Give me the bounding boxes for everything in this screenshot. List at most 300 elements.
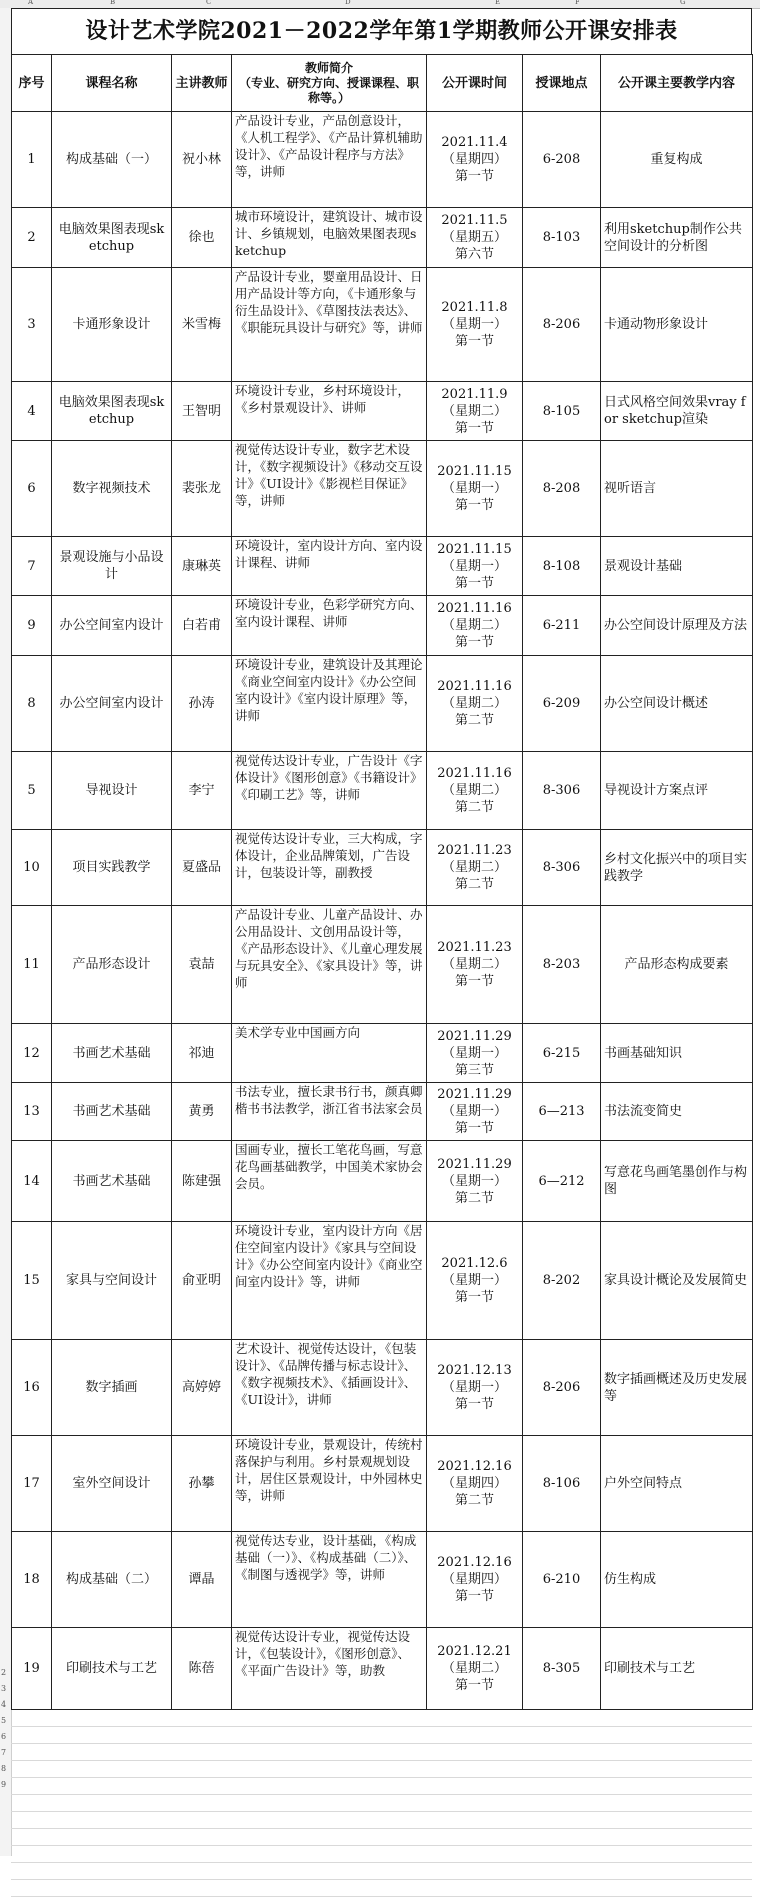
class-time-cell[interactable] [427, 1222, 523, 1340]
teacher-cell[interactable] [172, 830, 232, 906]
location-text: 8-305 [542, 1661, 581, 1676]
table-row [12, 1532, 753, 1628]
teacher-text: 孙攀 [188, 1476, 215, 1491]
course-name-cell[interactable] [52, 441, 172, 537]
class-time-text: 第二节 [454, 713, 494, 728]
teaching-content-text: 产品形态构成要素 [624, 957, 729, 972]
class-time-text: 2021.11.29 [437, 1156, 512, 1172]
teacher-cell[interactable] [172, 906, 232, 1024]
location-cell[interactable] [523, 1222, 601, 1340]
teaching-content-text: 户外空间特点 [604, 1476, 683, 1491]
class-time-text: （星期一） [441, 1273, 507, 1288]
teaching-content-cell[interactable] [601, 1340, 753, 1436]
teacher-cell[interactable] [172, 1436, 232, 1532]
teacher-intro-cell[interactable] [232, 1340, 427, 1436]
class-time-text: 第一节 [454, 1589, 494, 1604]
teacher-cell[interactable] [172, 208, 232, 268]
row-number-cell[interactable] [12, 1024, 52, 1083]
teacher-intro-text: 产品设计专业，婴童用品设计、日用产品设计等方向，《卡通形象与衍生品设计》、《草图技法表达》、《职能玩具设计与研究》等，讲师 [235, 269, 423, 335]
table-row [12, 1436, 753, 1532]
row-number-text: 5 [27, 783, 36, 798]
column-letter[interactable]: G [680, 0, 686, 6]
teacher-intro-text: 环境设计，室内设计方向、室内设计课程、讲师 [235, 538, 423, 570]
class-time-text: 2021.11.5 [441, 213, 508, 228]
teacher-text: 白若甫 [181, 618, 221, 633]
location-text: 8-106 [542, 1476, 581, 1491]
row-number-cell[interactable] [12, 382, 52, 441]
row-number-text: 16 [23, 1380, 40, 1395]
teaching-content-text: 书画基础知识 [604, 1045, 683, 1061]
teacher-intro-text: 环境设计专业，色彩学研究方向、室内设计课程、讲师 [235, 597, 423, 629]
class-time-text: 2021.12.13 [437, 1363, 512, 1378]
class-time-cell[interactable] [427, 1141, 523, 1222]
course-name-text: 导视设计 [85, 783, 138, 798]
location-text: 6-209 [542, 696, 581, 711]
teaching-content-cell[interactable] [601, 1628, 753, 1710]
teaching-content-text: 办公空间设计原理及方法 [604, 618, 748, 633]
row-number-text: 18 [23, 1572, 40, 1587]
course-name-text: 印刷技术与工艺 [65, 1661, 157, 1676]
location-cell[interactable] [523, 1141, 601, 1222]
class-time-cell[interactable] [427, 382, 523, 441]
table-row [12, 441, 753, 537]
teaching-content-cell[interactable] [601, 208, 753, 268]
row-number-cell[interactable] [12, 1532, 52, 1628]
table-row [12, 112, 753, 208]
teacher-intro-cell[interactable] [232, 208, 427, 268]
course-name-text: 书画艺术基础 [72, 1173, 151, 1189]
location-cell[interactable] [523, 1340, 601, 1436]
row-number-cell[interactable] [12, 906, 52, 1024]
teaching-content-text: 数字插画概述及历史发展等 [604, 1371, 748, 1404]
header-teacher[interactable]: 主讲教师 [172, 55, 232, 112]
teacher-intro-text: 环境设计专业，乡村环境设计，《乡村景观设计》、讲师 [235, 383, 411, 415]
teacher-intro-cell[interactable] [232, 1024, 427, 1083]
teacher-intro-text: 艺术设计、视觉传达设计，《包装设计》、《品牌传播与标志设计》、《数字视频技术》、《插画设计》、《UI设计》，讲师 [235, 1341, 417, 1407]
teacher-cell[interactable] [172, 1222, 232, 1340]
row-number-cell[interactable] [12, 1340, 52, 1436]
teacher-cell[interactable] [172, 1628, 232, 1710]
teacher-cell[interactable] [172, 441, 232, 537]
row-number-cell[interactable] [12, 1083, 52, 1141]
teacher-intro-text: 城市环境设计，建筑设计、城市设计、乡镇规划，电脑效果图表现sketchup [235, 209, 423, 258]
location-cell[interactable] [523, 382, 601, 441]
class-time-text: （星期一） [441, 317, 507, 332]
class-time-cell[interactable] [427, 208, 523, 268]
location-cell[interactable] [523, 596, 601, 656]
row-number-cell[interactable] [12, 1141, 52, 1222]
teacher-intro-cell[interactable] [232, 268, 427, 382]
teaching-content-cell[interactable] [601, 112, 753, 208]
teacher-text: 高婷婷 [181, 1380, 221, 1395]
page-title: 设计艺术学院2021－2022学年第1学期教师公开课安排表 [11, 8, 752, 54]
teacher-cell[interactable] [172, 752, 232, 830]
course-name-cell[interactable] [52, 1340, 172, 1436]
teaching-content-cell[interactable] [601, 656, 753, 752]
class-time-text: 2021.11.23 [437, 843, 512, 858]
teacher-cell[interactable] [172, 1141, 232, 1222]
class-time-text: 第二节 [454, 1190, 494, 1206]
class-time-cell[interactable] [427, 268, 523, 382]
row-number[interactable]: 4 [1, 1700, 7, 1709]
teacher-intro-cell[interactable] [232, 906, 427, 1024]
column-letter[interactable]: C [206, 0, 212, 6]
teacher-text: 王智明 [181, 403, 221, 419]
table-row [12, 906, 753, 1024]
header-place[interactable]: 授课地点 [523, 55, 601, 112]
class-time-text: 第一节 [454, 575, 494, 591]
course-name-cell[interactable] [52, 1436, 172, 1532]
teaching-content-cell[interactable] [601, 441, 753, 537]
table-row [12, 537, 753, 596]
course-name-cell[interactable] [52, 268, 172, 382]
class-time-text: （星期五） [441, 230, 507, 245]
class-time-cell[interactable] [427, 112, 523, 208]
teaching-content-text: 书法流变简史 [604, 1104, 683, 1119]
teacher-intro-text: 书法专业，擅长隶书行书，颜真卿楷书书法教学，浙江省书法家会员 [235, 1084, 423, 1116]
location-text: 8-108 [542, 558, 581, 574]
teaching-content-cell[interactable] [601, 596, 753, 656]
course-name-text: 构成基础（一） [65, 152, 157, 167]
row-number-cell[interactable] [12, 656, 52, 752]
class-time-cell[interactable] [427, 1532, 523, 1628]
class-time-text: 2021.11.29 [437, 1087, 512, 1102]
location-text: 8-105 [542, 403, 581, 419]
location-cell[interactable] [523, 1436, 601, 1532]
class-time-text: （星期一） [441, 558, 507, 574]
location-text: 8-103 [542, 230, 581, 245]
table-row [12, 1083, 753, 1141]
teaching-content-text: 景观设计基础 [604, 558, 683, 574]
teacher-text: 袁喆 [188, 957, 215, 972]
class-time-text: 第一节 [454, 1678, 494, 1693]
location-text: 6-215 [542, 1045, 581, 1061]
row-number[interactable]: 5 [1, 1716, 7, 1725]
teaching-content-text: 乡村文化振兴中的项目实践教学 [604, 851, 748, 884]
class-time-text: 第一节 [454, 169, 494, 184]
location-text: 8-206 [542, 317, 581, 332]
teacher-cell[interactable] [172, 1532, 232, 1628]
teacher-text: 俞亚明 [181, 1273, 221, 1288]
header-intro-main: 教师简介 [304, 60, 353, 75]
teaching-content-text: 卡通动物形象设计 [604, 317, 709, 332]
teaching-content-cell[interactable] [601, 1083, 753, 1141]
class-time-text: （星期四） [441, 1476, 507, 1491]
course-name-text: 室外空间设计 [72, 1476, 151, 1491]
location-cell[interactable] [523, 1532, 601, 1628]
location-cell[interactable] [523, 1628, 601, 1710]
table-body [12, 112, 753, 1710]
row-number-text: 7 [27, 558, 36, 574]
class-time-cell[interactable] [427, 1083, 523, 1141]
course-name-text: 办公空间室内设计 [59, 696, 164, 711]
class-time-text: （星期四） [441, 152, 507, 167]
class-time-text: 第二节 [454, 1493, 494, 1508]
column-letter[interactable]: D [345, 0, 351, 6]
teaching-content-text: 办公空间设计概述 [604, 696, 709, 711]
teacher-text: 黄勇 [188, 1104, 215, 1119]
class-time-text: 2021.12.16 [437, 1555, 512, 1570]
course-name-cell[interactable] [52, 1083, 172, 1141]
teaching-content-cell[interactable] [601, 537, 753, 596]
teacher-cell[interactable] [172, 382, 232, 441]
row-number[interactable]: 7 [1, 1748, 7, 1757]
row-number-text: 8 [27, 696, 36, 711]
course-name-text: 项目实践教学 [72, 860, 151, 875]
class-time-text: （星期一） [441, 1173, 507, 1189]
row-number-text: 13 [23, 1104, 40, 1119]
row-number[interactable]: 3 [1, 1684, 7, 1693]
course-name-cell[interactable] [52, 1141, 172, 1222]
location-cell[interactable] [523, 656, 601, 752]
location-text: 6-208 [542, 152, 581, 167]
course-name-cell[interactable] [52, 1628, 172, 1710]
class-time-text: （星期一） [441, 1104, 507, 1119]
class-time-text: 2021.11.15 [437, 464, 512, 479]
location-cell[interactable] [523, 208, 601, 268]
location-text: 6—213 [538, 1104, 585, 1119]
location-text: 8-202 [542, 1273, 581, 1288]
class-time-cell[interactable] [427, 596, 523, 656]
class-time-text: 第一节 [454, 1397, 494, 1412]
location-cell[interactable] [523, 441, 601, 537]
teaching-content-text: 视听语言 [604, 481, 657, 496]
location-cell[interactable] [523, 1083, 601, 1141]
table-row [12, 752, 753, 830]
header-no[interactable]: 序号 [12, 55, 52, 112]
class-time-text: （星期四） [441, 1572, 507, 1587]
teacher-cell[interactable] [172, 656, 232, 752]
spreadsheet [11, 8, 752, 1897]
location-cell[interactable] [523, 1024, 601, 1083]
teacher-intro-cell[interactable] [232, 1083, 427, 1141]
class-time-text: （星期二） [441, 1661, 507, 1676]
teaching-content-text: 导视设计方案点评 [604, 783, 709, 798]
class-time-text: 2021.12.21 [437, 1644, 512, 1659]
class-time-text: 2021.12.6 [441, 1256, 508, 1271]
teacher-intro-cell[interactable] [232, 1436, 427, 1532]
course-name-text: 办公空间室内设计 [59, 618, 164, 633]
class-time-text: 2021.11.29 [437, 1028, 512, 1044]
teaching-content-cell[interactable] [601, 1222, 753, 1340]
header-intro[interactable] [232, 55, 427, 112]
row-number-text: 14 [23, 1173, 40, 1189]
class-time-text: 第一节 [454, 334, 494, 349]
row-number-cell[interactable] [12, 1222, 52, 1340]
class-time-cell[interactable] [427, 537, 523, 596]
row-number[interactable]: 8 [1, 1764, 7, 1773]
teacher-text: 谭晶 [188, 1572, 215, 1587]
class-time-cell[interactable] [427, 441, 523, 537]
course-name-cell[interactable] [52, 906, 172, 1024]
course-name-cell[interactable] [52, 208, 172, 268]
class-time-cell[interactable] [427, 830, 523, 906]
teacher-cell[interactable] [172, 112, 232, 208]
table-row [12, 1340, 753, 1436]
row-number[interactable]: 9 [1, 1780, 7, 1789]
teacher-text: 祝小林 [181, 152, 221, 167]
row-number[interactable]: 2 [1, 1668, 7, 1677]
teaching-content-text: 仿生构成 [604, 1572, 657, 1587]
teacher-intro-cell[interactable] [232, 656, 427, 752]
row-number-cell[interactable] [12, 830, 52, 906]
header-time[interactable]: 公开课时间 [427, 55, 523, 112]
class-time-text: （星期一） [441, 1045, 507, 1061]
class-time-text: 第二节 [454, 877, 494, 892]
teacher-text: 陈蓓 [188, 1661, 215, 1676]
teaching-content-cell[interactable] [601, 752, 753, 830]
teacher-cell[interactable] [172, 1340, 232, 1436]
location-text: 6—212 [538, 1173, 585, 1189]
class-time-cell[interactable] [427, 1436, 523, 1532]
teaching-content-text: 利用sketchup制作公共空间设计的分析图 [604, 221, 742, 254]
class-time-cell[interactable] [427, 656, 523, 752]
column-letter[interactable]: F [575, 0, 580, 6]
row-number-cell[interactable] [12, 752, 52, 830]
course-name-cell[interactable] [52, 1024, 172, 1083]
location-cell[interactable] [523, 268, 601, 382]
row-number-text: 2 [27, 230, 36, 245]
course-name-text: 电脑效果图表现sketchup [58, 395, 165, 427]
teacher-intro-cell[interactable] [232, 830, 427, 906]
row-number-text: 11 [23, 957, 40, 972]
row-number-text: 10 [23, 860, 40, 875]
row-number-text: 12 [23, 1045, 40, 1061]
row-number-cell[interactable] [12, 268, 52, 382]
row-number-cell[interactable] [12, 441, 52, 537]
row-number-cell[interactable] [12, 1628, 52, 1710]
teacher-intro-text: 美术学专业中国画方向 [235, 1025, 361, 1040]
teaching-content-cell[interactable] [601, 906, 753, 1024]
teacher-intro-cell[interactable] [232, 112, 427, 208]
course-name-text: 景观设施与小品设计 [59, 550, 164, 582]
teacher-text: 陈建强 [181, 1173, 221, 1189]
table-row [12, 1024, 753, 1083]
course-name-cell[interactable] [52, 112, 172, 208]
teacher-intro-cell[interactable] [232, 382, 427, 441]
class-time-text: 第二节 [454, 800, 494, 815]
column-letter[interactable]: E [495, 0, 501, 6]
header-content[interactable]: 公开课主要教学内容 [601, 55, 753, 112]
teacher-intro-cell[interactable] [232, 596, 427, 656]
class-time-text: （星期二） [441, 618, 507, 633]
teacher-cell[interactable] [172, 596, 232, 656]
class-time-text: 第三节 [454, 1062, 494, 1078]
row-number-cell[interactable] [12, 208, 52, 268]
teacher-intro-text: 产品设计专业、儿童产品设计、办公用品设计、文创用品设计等，《产品形态设计》、《儿童心理发展与玩具安全》、《家具设计》等，讲师 [235, 907, 423, 990]
class-time-cell[interactable] [427, 906, 523, 1024]
column-letter[interactable]: A [28, 0, 34, 6]
class-time-text: （星期二） [441, 783, 507, 798]
class-time-text: 第一节 [454, 974, 494, 989]
table-row [12, 1628, 753, 1710]
teacher-intro-cell[interactable] [232, 441, 427, 537]
teacher-intro-cell[interactable] [232, 1532, 427, 1628]
row-number[interactable]: 6 [1, 1732, 7, 1741]
class-time-text: （星期二） [441, 860, 507, 875]
location-cell[interactable] [523, 830, 601, 906]
class-time-text: 2021.11.16 [437, 601, 512, 616]
teacher-intro-text: 产品设计专业，产品创意设计，《人机工程学》、《产品计算机辅助设计》、《产品设计程序与方法》等，讲师 [235, 113, 423, 179]
teacher-intro-text: 环境设计专业，建筑设计及其理论《商业空间室内设计》《办公空间室内设计》《室内设计原理》等，讲师 [235, 657, 423, 723]
teaching-content-cell[interactable] [601, 1141, 753, 1222]
course-name-text: 产品形态设计 [72, 957, 151, 972]
teacher-cell[interactable] [172, 1083, 232, 1141]
row-number-cell[interactable] [12, 1436, 52, 1532]
row-number-cell[interactable] [12, 596, 52, 656]
teacher-intro-text: 环境设计专业，景观设计，传统村落保护与利用。乡村景观规划设计，居住区景观设计，中外园林史等，讲师 [235, 1437, 423, 1503]
table-row [12, 596, 753, 656]
course-name-cell[interactable] [52, 1222, 172, 1340]
class-time-cell[interactable] [427, 1628, 523, 1710]
row-number-cell[interactable] [12, 112, 52, 208]
class-time-text: 第六节 [454, 247, 494, 262]
course-name-cell[interactable] [52, 537, 172, 596]
class-time-text: 2021.11.9 [441, 386, 508, 402]
location-cell[interactable] [523, 537, 601, 596]
class-time-text: 2021.11.23 [437, 940, 512, 955]
teacher-cell[interactable] [172, 1024, 232, 1083]
course-name-text: 家具与空间设计 [65, 1273, 157, 1288]
course-name-cell[interactable] [52, 596, 172, 656]
teaching-content-cell[interactable] [601, 1532, 753, 1628]
teacher-intro-text: 国画专业，擅长工笔花鸟画，写意花鸟画基础教学，中国美术家协会会员。 [235, 1142, 423, 1191]
teacher-cell[interactable] [172, 268, 232, 382]
teacher-intro-cell[interactable] [232, 1628, 427, 1710]
column-letter[interactable]: B [110, 0, 116, 6]
course-name-cell[interactable] [52, 656, 172, 752]
teaching-content-cell[interactable] [601, 268, 753, 382]
teacher-text: 裴张龙 [181, 481, 221, 496]
teaching-content-cell[interactable] [601, 1024, 753, 1083]
class-time-text: 2021.11.4 [441, 135, 508, 150]
teaching-content-text: 重复构成 [650, 152, 703, 167]
table-row [12, 268, 753, 382]
location-cell[interactable] [523, 906, 601, 1024]
class-time-text: 2021.12.16 [437, 1459, 512, 1474]
class-time-cell[interactable] [427, 1340, 523, 1436]
teaching-content-cell[interactable] [601, 1436, 753, 1532]
table-row [12, 656, 753, 752]
row-number-text: 4 [27, 403, 36, 419]
row-number-cell[interactable] [12, 537, 52, 596]
location-cell[interactable] [523, 112, 601, 208]
location-text: 8-208 [542, 481, 581, 496]
teaching-content-cell[interactable] [601, 830, 753, 906]
class-time-cell[interactable] [427, 1024, 523, 1083]
course-name-cell[interactable] [52, 752, 172, 830]
teacher-intro-cell[interactable] [232, 537, 427, 596]
teacher-intro-cell[interactable] [232, 1141, 427, 1222]
header-course[interactable]: 课程名称 [52, 55, 172, 112]
class-time-text: 第一节 [454, 635, 494, 650]
row-number-text: 17 [23, 1476, 40, 1491]
class-time-cell[interactable] [427, 752, 523, 830]
location-cell[interactable] [523, 752, 601, 830]
row-number-text: 19 [23, 1661, 40, 1676]
teacher-intro-cell[interactable] [232, 1222, 427, 1340]
class-time-text: 第一节 [454, 1121, 494, 1136]
schedule-table [11, 54, 753, 1710]
teaching-content-cell[interactable] [601, 382, 753, 441]
teacher-intro-text: 视觉传达设计专业，三大构成，字体设计，企业品牌策划，广告设计，包装设计等，副教授 [235, 831, 423, 880]
teacher-intro-cell[interactable] [232, 752, 427, 830]
location-text: 8-306 [542, 783, 581, 798]
teacher-cell[interactable] [172, 537, 232, 596]
course-name-cell[interactable] [52, 1532, 172, 1628]
course-name-cell[interactable] [52, 830, 172, 906]
course-name-cell[interactable] [52, 382, 172, 441]
